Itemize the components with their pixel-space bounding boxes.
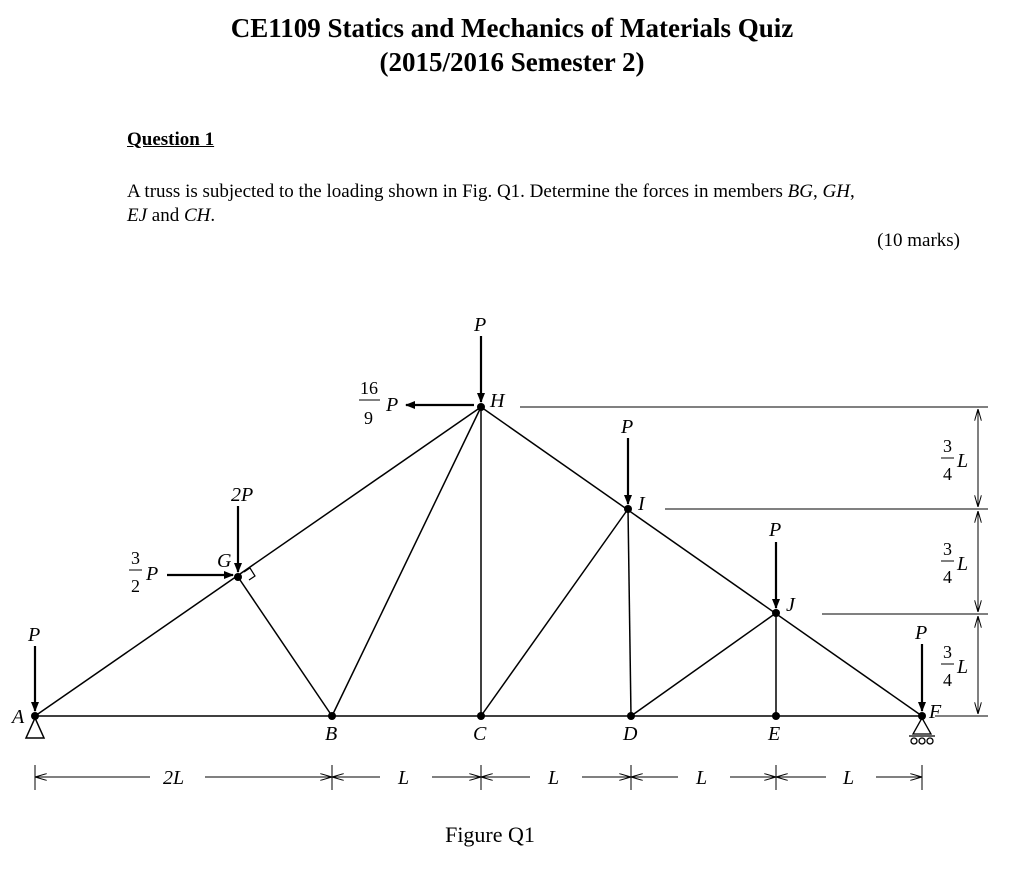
joint-j [772,609,780,617]
load-arrows [35,336,922,711]
label-d: D [623,723,638,745]
member-dj [631,613,776,716]
member-hf [481,407,922,716]
frac-sym-3-2: P [146,563,159,585]
label-g: G [217,550,232,572]
joint-b [328,712,336,720]
hdim-label-l1: L [398,767,410,789]
vdim-den: 4 [943,670,952,690]
member-ah [35,407,481,716]
vdim-num: 3 [943,436,952,456]
load-label-i: P [621,416,634,438]
member-gb [238,577,332,716]
member-gh: GH [822,181,850,202]
label-f: F [929,701,942,723]
joints [31,403,926,720]
load-label-g-horizontal [129,548,158,596]
joint-g [234,573,242,581]
pin-support-icon [26,718,44,738]
frac-num-16-9: 16 [360,378,378,398]
load-label-h: P [474,314,487,336]
vdim-num: 3 [943,539,952,559]
frac-sym-16-9: P [386,394,399,416]
page-title-line2: (2015/2016 Semester 2) [379,47,645,77]
vdim-den: 4 [943,464,952,484]
load-label-j: P [769,519,782,541]
label-e: E [768,723,781,745]
member-ej: EJ [127,205,148,226]
marks-label: (10 marks) [877,230,960,251]
frac-den-16-9: 9 [364,408,373,428]
load-label-a: P [28,624,41,646]
frac-num-3-2: 3 [131,548,140,568]
question-text: A truss is subjected to the loading shown in Fig. Q1. Determine the forces in members BG, GH, EJ and CH. [127,181,855,226]
question-heading: Question 1 [127,129,215,150]
load-label-h-horizontal [359,378,398,428]
label-c: C [473,723,487,745]
label-j: J [786,594,795,616]
joint-d [627,712,635,720]
vdim-sym: L [957,656,969,678]
hdim-label-2l: 2L [163,767,185,789]
label-i: I [638,493,645,515]
page-title-line1: CE1109 Statics and Mechanics of Materials Quiz [230,13,794,43]
member-bg: BG [787,181,813,202]
member-ch: CH [183,205,211,226]
hdim-label-l3: L [696,767,708,789]
member-bh [332,407,481,716]
vdim-sym: L [957,553,969,575]
question-intro: A truss is subjected to the loading shown in Fig. Q1. Determine the forces in members [127,181,788,202]
joint-h [477,403,485,411]
frac-den-3-2: 2 [131,576,140,596]
vdim-den: 4 [943,567,952,587]
joint-i [624,505,632,513]
vdim-label-1 [941,436,968,484]
hdim-label-l4: L [843,767,855,789]
vdim-num: 3 [943,642,952,662]
vdim-label-2 [941,539,968,587]
joint-e [772,712,780,720]
label-h: H [490,390,505,412]
load-label-g: 2P [231,484,254,506]
truss-members [35,407,922,716]
hdim-label-l2: L [548,767,560,789]
label-a: A [12,706,25,728]
joint-c [477,712,485,720]
load-label-f: P [915,622,928,644]
figure-caption: Figure Q1 [445,822,535,847]
member-ci [481,509,628,716]
label-b: B [325,723,338,745]
member-id [628,509,631,716]
vdim-label-3 [941,642,968,690]
vdim-sym: L [957,450,969,472]
